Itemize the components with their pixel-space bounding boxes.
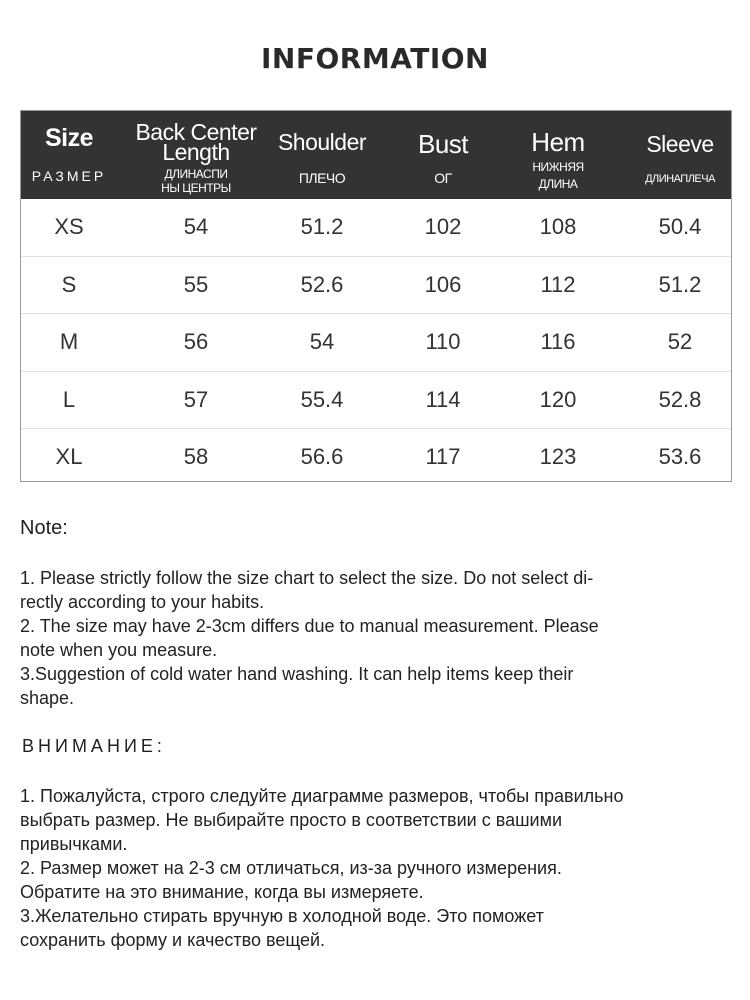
table-cell-size: XS bbox=[54, 214, 84, 240]
table-cell: 120 bbox=[539, 386, 577, 412]
table-cell-size: XL bbox=[55, 444, 83, 470]
header-sleeve-ru: ДЛИНАПЛЕЧА bbox=[645, 173, 715, 185]
header-size-en: Size bbox=[44, 124, 94, 152]
table-cell: 53.6 bbox=[658, 444, 702, 470]
table-cell-size: S bbox=[61, 271, 77, 297]
table-row bbox=[21, 257, 731, 315]
header-hem-ru2: ДЛИНА bbox=[538, 177, 578, 191]
table-cell: 117 bbox=[425, 444, 461, 470]
ru-note-line: Обратите на это внимание, когда вы измеряете. bbox=[20, 882, 424, 902]
table-cell: 52.6 bbox=[300, 271, 344, 297]
table-cell: 56.6 bbox=[300, 444, 344, 470]
header-back-center-length-en1: Back Center bbox=[135, 119, 257, 145]
header-shoulder bbox=[266, 111, 378, 199]
ru-note-line: 2. Размер может на 2-3 см отличаться, из-за ручного измерения. bbox=[20, 858, 562, 878]
header-hem bbox=[506, 111, 610, 199]
table-cell: 108 bbox=[539, 214, 577, 240]
header-shoulder-en: Shoulder bbox=[277, 129, 367, 155]
note-line: shape. bbox=[20, 688, 75, 708]
ru-note-text bbox=[20, 784, 732, 952]
header-size bbox=[21, 111, 117, 199]
table-cell: 51.2 bbox=[658, 271, 702, 297]
note-text bbox=[20, 566, 720, 710]
table-cell-size: M bbox=[59, 329, 79, 355]
ru-note-line: привычками. bbox=[20, 834, 128, 854]
table-cell: 106 bbox=[424, 271, 462, 297]
table-cell: 123 bbox=[539, 444, 577, 470]
header-bust-ru: ОГ bbox=[434, 170, 452, 186]
header-size-ru: РАЗМЕР bbox=[31, 168, 107, 184]
header-hem-ru1: НИЖНЯЯ bbox=[532, 160, 584, 174]
header-bust bbox=[393, 111, 493, 199]
header-shoulder-ru: ПЛЕЧО bbox=[298, 170, 346, 186]
ru-note-line: 1. Пожалуйста, строго следуйте диаграмме размеров, чтобы правильно bbox=[20, 786, 624, 806]
note-line: 1. Please strictly follow the size chart to select the size. Do not select di- bbox=[20, 568, 594, 588]
note-line: rectly according to your habits. bbox=[20, 592, 265, 612]
table-cell: 102 bbox=[424, 214, 462, 240]
note-line: 2. The size may have 2-3cm differs due to manual measurement. Please bbox=[20, 616, 599, 636]
ru-note-title: ВНИМАНИЕ: bbox=[22, 736, 166, 756]
page-title: INFORMATION bbox=[261, 42, 489, 75]
table-body bbox=[21, 199, 731, 486]
table-cell: 55 bbox=[183, 271, 209, 297]
note-line: 3.Suggestion of cold water hand washing. It can help items keep their bbox=[20, 664, 574, 684]
table-row bbox=[21, 199, 731, 257]
ru-note-line: сохранить форму и качество вещей. bbox=[20, 930, 326, 950]
note-line: note when you measure. bbox=[20, 640, 218, 660]
table-cell: 50.4 bbox=[658, 214, 702, 240]
size-chart-table bbox=[20, 110, 732, 482]
header-sleeve-en: Sleeve bbox=[646, 131, 714, 157]
header-sleeve bbox=[627, 111, 733, 199]
note-title: Note: bbox=[20, 517, 68, 539]
table-cell: 52 bbox=[667, 329, 693, 355]
table-cell: 112 bbox=[540, 271, 576, 297]
table-cell: 55.4 bbox=[300, 386, 344, 412]
table-cell: 110 bbox=[425, 329, 461, 355]
ru-note-line: выбрать размер. Не выбирайте просто в соответствии с вашими bbox=[20, 810, 563, 830]
header-bust-en: Bust bbox=[417, 129, 469, 159]
table-cell: 52.8 bbox=[658, 386, 702, 412]
table-cell-size: L bbox=[62, 386, 76, 412]
header-back-center-length bbox=[131, 111, 261, 199]
table-cell: 116 bbox=[540, 329, 576, 355]
table-cell: 56 bbox=[183, 329, 209, 355]
table-cell: 57 bbox=[183, 386, 209, 412]
table-row bbox=[21, 429, 731, 486]
table-row bbox=[21, 372, 731, 430]
table-cell: 54 bbox=[183, 214, 209, 240]
header-hem-en: Hem bbox=[531, 127, 585, 157]
header-back-center-length-en2: Length bbox=[162, 139, 230, 165]
table-cell: 114 bbox=[425, 386, 461, 412]
table-row bbox=[21, 314, 731, 372]
table-cell: 54 bbox=[309, 329, 335, 355]
table-header bbox=[21, 111, 731, 199]
header-back-center-length-ru1: ДЛИНАСПИ bbox=[164, 167, 228, 181]
header-back-center-length-ru2: НЫ ЦЕНТРЫ bbox=[161, 181, 231, 195]
ru-note-line: 3.Желательно стирать вручную в холодной воде. Это поможет bbox=[20, 906, 544, 926]
table-cell: 58 bbox=[183, 444, 209, 470]
table-cell: 51.2 bbox=[300, 214, 344, 240]
